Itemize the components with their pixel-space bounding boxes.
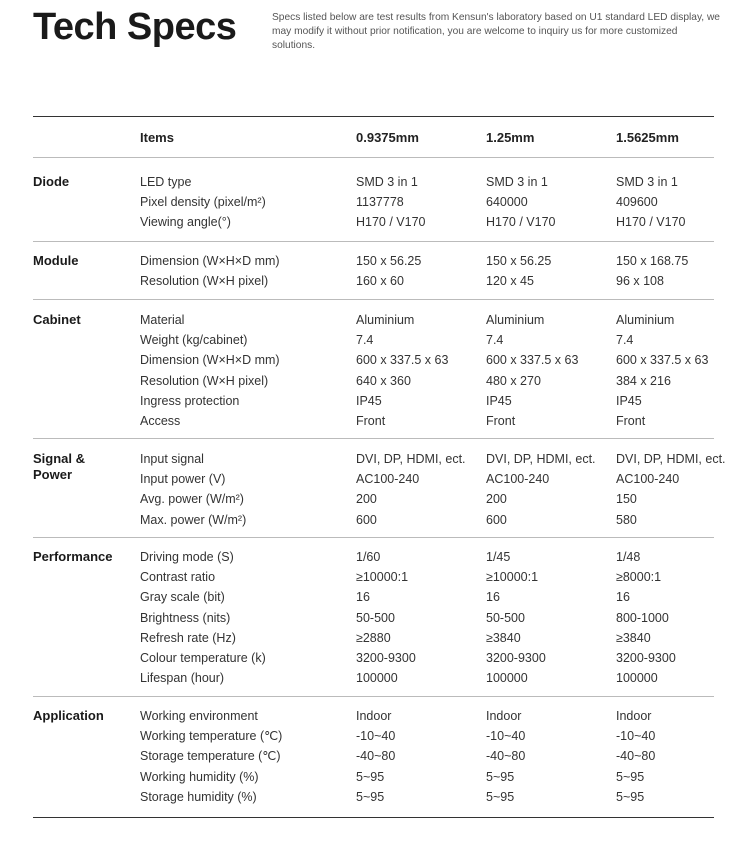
spec-item-label: Resolution (W×H pixel) [140, 373, 269, 388]
spec-value: 96 x 108 [616, 274, 664, 289]
spec-value: -10~40 [616, 729, 656, 744]
spec-value: 3200-9300 [616, 651, 676, 665]
spec-value: 100000 [616, 671, 658, 686]
spec-value: 5~95 [356, 769, 385, 784]
group-label: Diode [33, 174, 70, 189]
spec-value: H170 / V170 [356, 215, 426, 230]
spec-value: 150 [616, 492, 637, 507]
group-divider [33, 696, 714, 697]
spec-value: 600 [486, 512, 507, 527]
spec-value: 640 x 360 [356, 373, 411, 388]
spec-item-label: Avg. power (W/m²) [140, 492, 244, 507]
group-label: Module [33, 253, 79, 268]
spec-value: Indoor [616, 709, 652, 723]
spec-item-label: Weight (kg/cabinet) [140, 333, 248, 348]
spec-value: Aluminium [356, 313, 415, 327]
spec-value: 7.4 [486, 333, 504, 348]
spec-value: ≥2880 [356, 630, 391, 645]
spec-value: 1137778 [356, 195, 404, 210]
spec-value: 1/45 [486, 550, 511, 564]
spec-value: Aluminium [486, 313, 545, 327]
spec-value: 1/60 [356, 550, 381, 564]
spec-value: 1/48 [616, 550, 641, 564]
spec-item-label: Driving mode (S) [140, 550, 234, 564]
spec-item-label: Pixel density (pixel/m²) [140, 195, 266, 210]
spec-value: 480 x 270 [486, 373, 541, 388]
spec-value: 120 x 45 [486, 274, 534, 289]
spec-item-label: Refresh rate (Hz) [140, 630, 236, 645]
table-top-rule [33, 116, 714, 117]
spec-item-label: Working environment [140, 709, 258, 723]
spec-value: 640000 [486, 195, 528, 210]
spec-value: ≥8000:1 [616, 570, 662, 585]
group-divider [33, 241, 714, 242]
spec-value: -40~80 [356, 749, 396, 764]
spec-item-label: Brightness (nits) [140, 610, 231, 625]
header-divider [33, 157, 714, 158]
spec-item-label: Viewing angle(°) [140, 215, 231, 230]
page-title: Tech Specs [33, 6, 237, 48]
spec-value: 7.4 [356, 333, 374, 348]
spec-item-label: Working temperature (℃) [140, 729, 283, 744]
group-divider [33, 438, 714, 439]
spec-value: -10~40 [356, 729, 396, 744]
spec-value: 16 [616, 590, 630, 605]
spec-value: 5~95 [486, 769, 515, 784]
spec-value: 5~95 [486, 789, 515, 804]
header-pitch: 0.9375mm [356, 130, 419, 145]
spec-value: Front [486, 414, 516, 428]
spec-value: SMD 3 in 1 [616, 175, 678, 189]
spec-value: H170 / V170 [486, 215, 556, 230]
spec-value: 200 [486, 492, 507, 507]
spec-item-label: LED type [140, 175, 192, 189]
spec-item-label: Dimension (W×H×D mm) [140, 353, 280, 368]
spec-item-label: Material [140, 313, 185, 327]
spec-item-label: Resolution (W×H pixel) [140, 274, 269, 289]
spec-value: 5~95 [616, 789, 645, 804]
group-label: Performance [33, 549, 113, 564]
spec-item-label: Dimension (W×H×D mm) [140, 254, 280, 268]
spec-item-label: Max. power (W/m²) [140, 512, 247, 527]
spec-value: 600 x 337.5 x 63 [356, 353, 449, 368]
group-divider [33, 299, 714, 300]
spec-item-label: Storage temperature (℃) [140, 749, 281, 764]
header-items: Items [140, 130, 174, 145]
spec-value: 200 [356, 492, 377, 507]
group-label: Signal & Power [33, 451, 86, 482]
spec-value: 600 x 337.5 x 63 [486, 353, 579, 368]
spec-value: 150 x 56.25 [486, 254, 552, 268]
header-pitch: 1.25mm [486, 130, 535, 145]
group-label: Application [33, 708, 104, 723]
spec-value: H170 / V170 [616, 215, 686, 230]
spec-value: IP45 [486, 393, 512, 408]
spec-value: 150 x 56.25 [356, 254, 422, 268]
spec-value: 409600 [616, 195, 658, 210]
spec-value: DVI, DP, HDMI, ect. [616, 452, 726, 466]
spec-item-label: Working humidity (%) [140, 769, 259, 784]
spec-value: 5~95 [616, 769, 645, 784]
spec-value: SMD 3 in 1 [486, 175, 548, 189]
spec-value: Aluminium [616, 313, 675, 327]
spec-value: 3200-9300 [486, 651, 546, 665]
spec-value: IP45 [616, 393, 642, 408]
spec-value: ≥10000:1 [356, 570, 409, 585]
header-pitch: 1.5625mm [616, 130, 679, 145]
spec-value: -40~80 [486, 749, 526, 764]
spec-value: 800-1000 [616, 610, 669, 625]
spec-value: Front [356, 414, 386, 428]
spec-value: 600 x 337.5 x 63 [616, 353, 709, 368]
group-divider [33, 537, 714, 538]
group-label: Cabinet [33, 312, 81, 327]
spec-value: ≥3840 [486, 630, 521, 645]
spec-item-label: Lifespan (hour) [140, 671, 225, 686]
spec-value: 100000 [356, 671, 398, 686]
spec-value: 50-500 [356, 610, 395, 625]
spec-item-label: Access [140, 414, 181, 428]
spec-item-label: Colour temperature (k) [140, 651, 266, 665]
spec-value: 100000 [486, 671, 528, 686]
spec-value: 16 [356, 590, 370, 605]
spec-value: 7.4 [616, 333, 634, 348]
spec-value: DVI, DP, HDMI, ect. [356, 452, 466, 466]
spec-value: -10~40 [486, 729, 526, 744]
spec-item-label: Ingress protection [140, 393, 240, 408]
spec-value: -40~80 [616, 749, 656, 764]
spec-item-label: Gray scale (bit) [140, 590, 225, 605]
spec-value: 160 x 60 [356, 274, 404, 289]
spec-value: AC100-240 [356, 472, 420, 487]
intro-text: Specs listed below are test results from Kensun's laboratory based on U1 standard LED display, we may modify it without prior notification, you are welcome to inquiry us for more customized solutions. [272, 12, 720, 51]
spec-value: 3200-9300 [356, 651, 416, 665]
spec-item-label: Contrast ratio [140, 570, 216, 585]
spec-value: DVI, DP, HDMI, ect. [486, 452, 596, 466]
spec-value: 16 [486, 590, 500, 605]
spec-value: AC100-240 [486, 472, 550, 487]
spec-value: ≥3840 [616, 630, 651, 645]
spec-value: IP45 [356, 393, 382, 408]
spec-value: AC100-240 [616, 472, 680, 487]
spec-value: 580 [616, 512, 637, 527]
spec-value: 600 [356, 512, 377, 527]
spec-value: Indoor [486, 709, 522, 723]
table-bottom-rule [33, 817, 714, 818]
spec-value: Indoor [356, 709, 392, 723]
spec-value: Front [616, 414, 646, 428]
spec-value: 5~95 [356, 789, 385, 804]
spec-item-label: Input signal [140, 452, 204, 466]
spec-value: ≥10000:1 [486, 570, 539, 585]
spec-value: 150 x 168.75 [616, 254, 689, 268]
spec-value: SMD 3 in 1 [356, 175, 418, 189]
spec-item-label: Input power (V) [140, 472, 226, 487]
spec-value: 50-500 [486, 610, 525, 625]
spec-value: 384 x 216 [616, 373, 671, 388]
spec-item-label: Storage humidity (%) [140, 789, 257, 804]
